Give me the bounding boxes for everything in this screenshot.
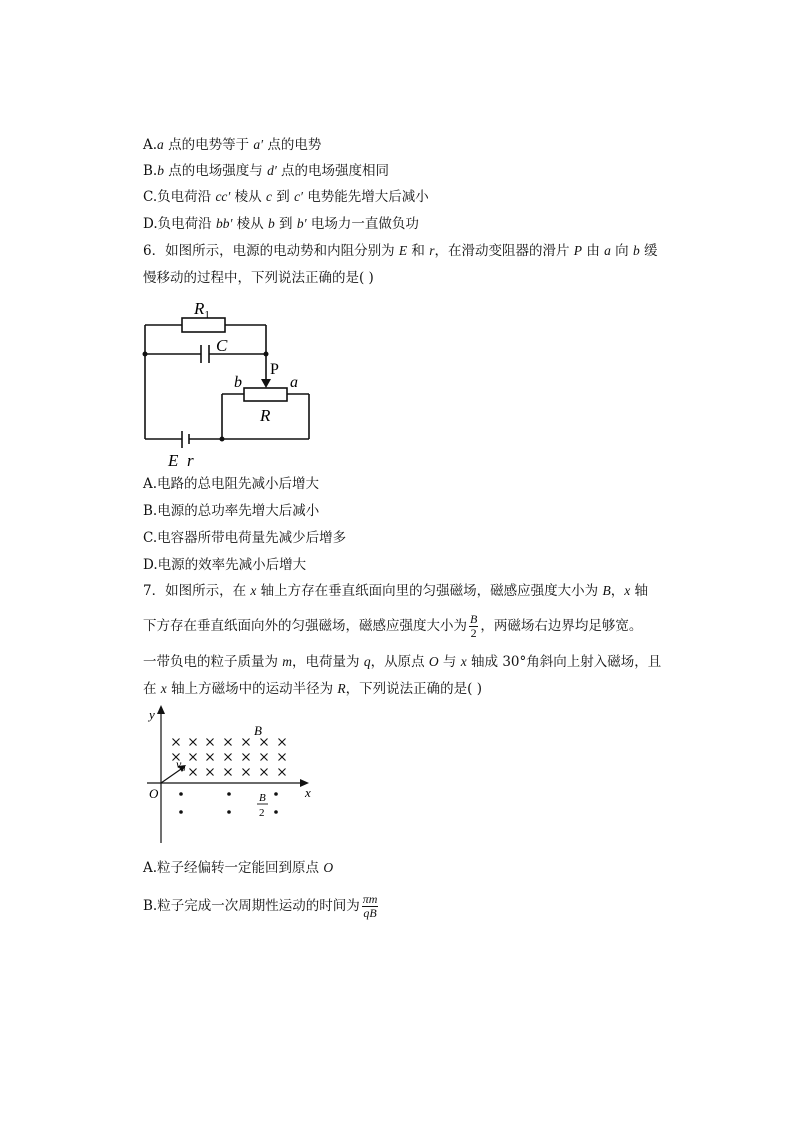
junction-dot: [143, 352, 148, 357]
fraction-b-over-2: $\frac{B}{2}$: [470, 612, 478, 640]
label-origin: O: [149, 786, 159, 801]
magnetic-field-diagram: [140, 700, 320, 850]
label-p: P: [270, 361, 279, 378]
q6-stem-line1: 6．如图所示，电源的电动势和内阻分别为 E 和 r，在滑动变阻器的滑片 P 由 a 向 b 缓: [143, 243, 658, 259]
q5-option-d: D.负电荷沿 bb′ 棱从 b 到 b′ 电场力一直做负功: [143, 216, 419, 232]
rheostat-r: [244, 388, 287, 401]
label-b: b: [234, 374, 242, 391]
circuit-diagram: [130, 292, 330, 472]
slider-arrowhead: [261, 379, 271, 388]
fraction-pi-m-over-qb: $\frac{\pi m}{qB}$: [362, 892, 378, 920]
dot-mark: [179, 810, 183, 814]
q6-option-a: A.电路的总电阻先减小后增大: [143, 476, 320, 492]
label-v0: $v_0$: [176, 757, 186, 773]
label-a: a: [290, 374, 298, 391]
q7-option-b: B.粒子完成一次周期性运动的时间为 $\frac{\pi m}{qB}$: [143, 892, 378, 920]
label-y: y: [149, 707, 155, 722]
dot-mark: [227, 810, 231, 814]
label-b-upper: B: [254, 723, 262, 738]
q7-stem-line3: 一带负电的粒子质量为 m，电荷量为 q，从原点 O 与 x 轴成 30°角斜向上射入磁场，且: [143, 654, 662, 670]
junction-dot: [264, 352, 269, 357]
label-half-b-den: 2: [259, 807, 265, 819]
label-half-b-num: B: [259, 792, 266, 804]
q7-stem-line2: 下方存在垂直纸面向外的匀强磁场，磁感应强度大小为 $\frac{B}{2}$ ，两磁场右边界均足够宽。: [143, 612, 643, 640]
q6-option-d: D.电源的效率先减小后增大: [143, 557, 307, 573]
q7-stem-line4: 在 x 轴上方磁场中的运动半径为 R，下列说法正确的是( ): [143, 681, 482, 697]
dot-mark: [227, 792, 231, 796]
label-r: R: [260, 406, 271, 425]
q5-option-a: A.a 点的电势等于 a′ 点的电势: [143, 137, 322, 153]
dot-mark: [274, 810, 278, 814]
label-c: C: [216, 336, 228, 355]
q6-stem-line2: 慢移动的过程中，下列说法正确的是( ): [143, 270, 374, 286]
q7-option-a: A.粒子经偏转一定能回到原点 O: [143, 860, 334, 876]
label-r1: $R_1$: [194, 299, 210, 321]
q7-stem-line1: 7．如图所示，在 x 轴上方存在垂直纸面向里的匀强磁场，磁感应强度大小为 B，x 轴: [143, 583, 649, 599]
field-into-page-crosses: [173, 739, 286, 776]
label-r-internal: r: [187, 451, 194, 470]
q5-option-c: C.负电荷沿 cc′ 棱从 c 到 c′ 电势能先增大后减小: [143, 189, 429, 205]
label-x: x: [305, 785, 311, 800]
q5-option-b: B.b 点的电场强度与 d′ 点的电场强度相同: [143, 163, 390, 179]
y-axis-arrow: [157, 705, 165, 714]
dot-mark: [179, 792, 183, 796]
junction-dot: [220, 437, 225, 442]
dot-mark: [274, 792, 278, 796]
label-e: E: [168, 451, 179, 470]
q6-option-b: B.电源的总功率先增大后减小: [143, 503, 320, 519]
q6-option-c: C.电容器所带电荷量先减少后增多: [143, 530, 347, 546]
